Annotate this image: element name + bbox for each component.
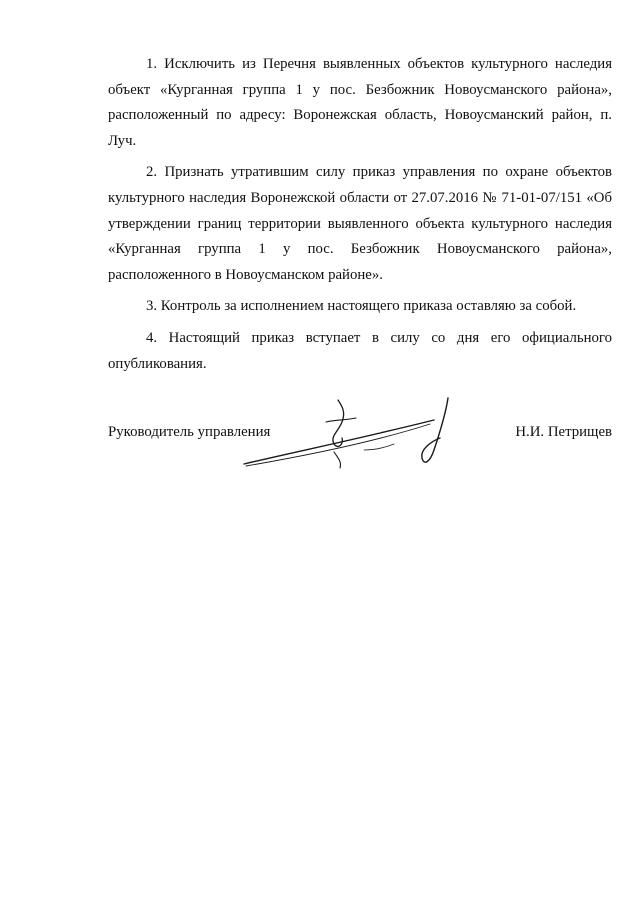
handwritten-signature (234, 392, 474, 472)
paragraph-2: 2. Признать утратившим силу приказ управления по охране объектов культурного наследия Воронежской области от 27.07.2016 № 71-01-07/151 «Об утверждении границ территории выявленного объекта культурного наследия «Курганная группа 1 у пос. Безбожник Новоусманского района», расположенного в Новоусманском районе». (108, 164, 612, 283)
order-body (108, 52, 612, 383)
paragraph-3: 3. Контроль за исполнением настоящего приказа оставляю за собой. (146, 298, 577, 315)
signatory-name: Н.И. Петрищев (515, 424, 612, 440)
signature-block (108, 420, 612, 480)
signatory-position: Руководитель управления (108, 424, 271, 440)
paragraph-1: 1. Исключить из Перечня выявленных объектов культурного наследия объект «Курганная группа 1 у пос. Безбожник Новоусманского района», расположенный по адресу: Воронежская область, Новоусманский район, п. Луч. (108, 56, 612, 149)
paragraph-4: 4. Настоящий приказ вступает в силу со дня его официального опубликования. (108, 329, 612, 372)
